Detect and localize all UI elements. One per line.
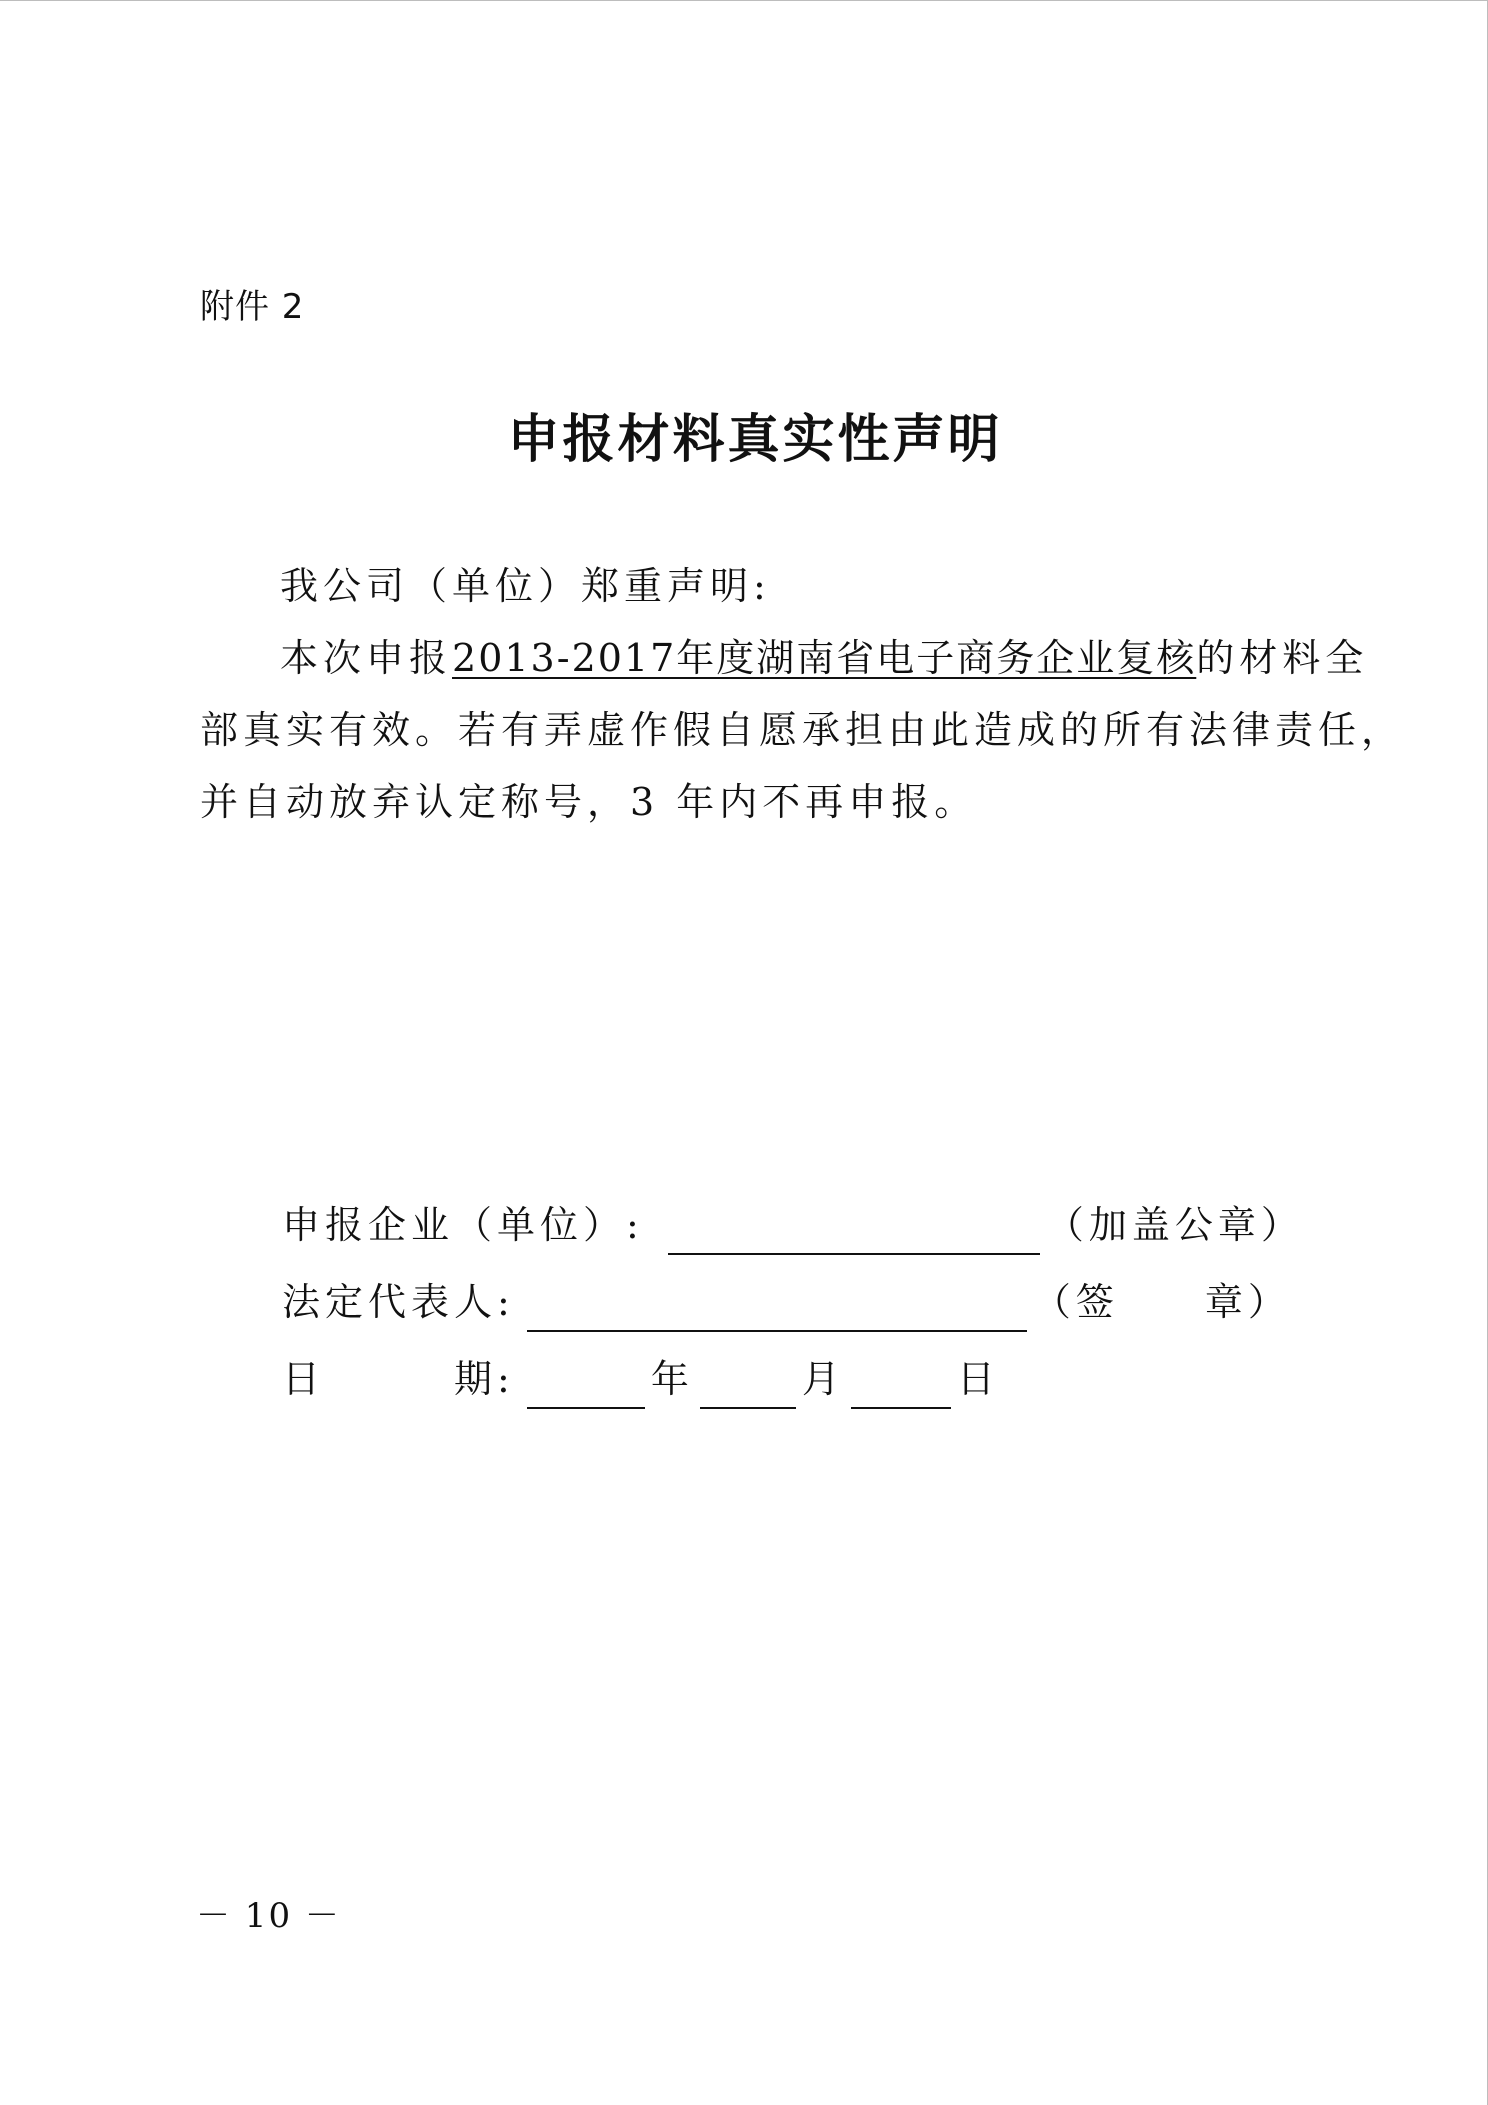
company-label: 申报企业（单位）:	[282, 1203, 644, 1247]
representative-signature-row	[282, 1272, 1291, 1332]
document-title: 申报材料真实性声明	[507, 409, 1003, 470]
declaration-opening: 我公司（单位）郑重声明:	[280, 564, 771, 608]
day-label: 日	[956, 1357, 1000, 1401]
declaration-line-3: 并自动放弃认定称号，3 年内不再申报。	[200, 780, 978, 824]
year-label: 年	[650, 1357, 694, 1401]
representative-sign-note: （签 章）	[1032, 1280, 1291, 1324]
day-blank[interactable]	[851, 1363, 951, 1409]
representative-label: 法定代表人:	[282, 1280, 515, 1324]
company-name-blank[interactable]	[668, 1209, 1040, 1255]
declaration-line-1-prefix: 本次申报	[280, 636, 453, 680]
date-row	[282, 1349, 1000, 1409]
company-seal-note: （加盖公章）	[1045, 1203, 1304, 1247]
attachment-label: 附件 2	[200, 287, 305, 327]
month-label: 月	[801, 1357, 845, 1401]
declaration-project-name: 2013-2017年度湖南省电子商务企业复核	[452, 636, 1197, 680]
month-blank[interactable]	[700, 1363, 796, 1409]
declaration-line-1	[200, 622, 1390, 694]
page-number: － 10 －	[196, 1896, 341, 1936]
declaration-line-2: 部真实有效。若有弄虚作假自愿承担由此造成的所有法律责任，	[200, 708, 1405, 752]
date-label: 日 期:	[282, 1357, 515, 1401]
representative-name-blank[interactable]	[527, 1286, 1027, 1332]
declaration-line-1-suffix: 的材料全	[1196, 636, 1369, 680]
company-signature-row	[282, 1195, 1304, 1255]
year-blank[interactable]	[527, 1363, 645, 1409]
